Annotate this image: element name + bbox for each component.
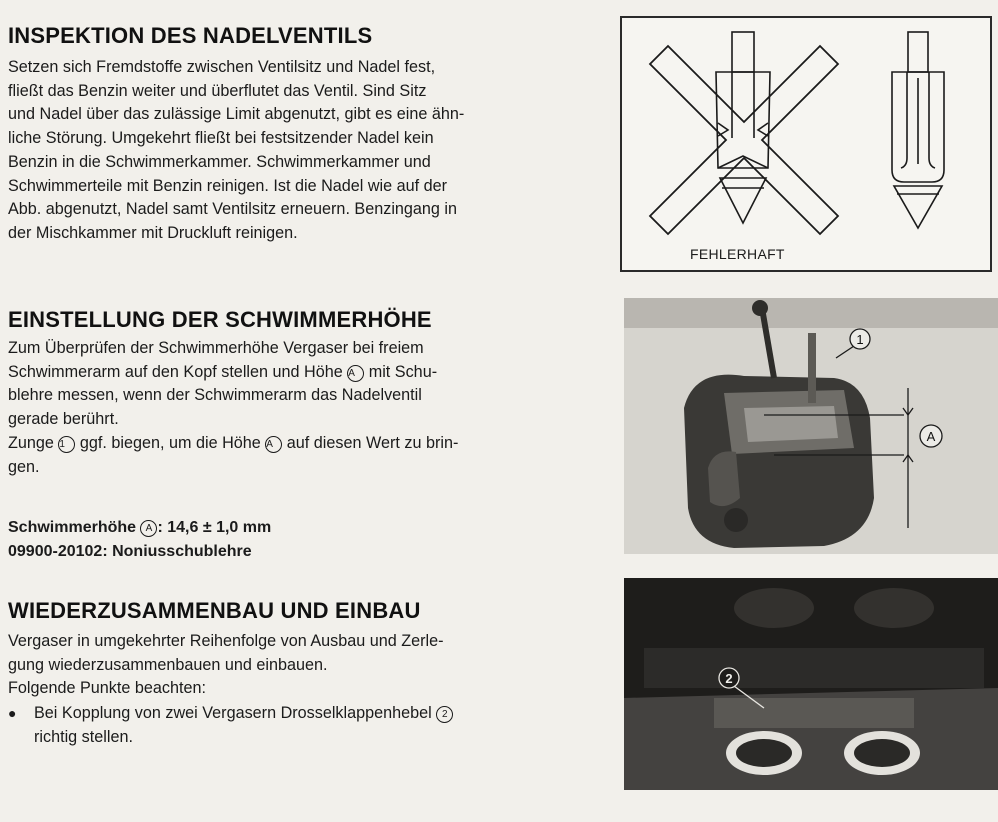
section-title-reassembly: WIEDERZUSAMMENBAU UND EINBAU [8, 598, 421, 623]
spec-label: Schwimmerhöhe [8, 519, 137, 536]
marker-1: 1 [58, 436, 75, 453]
text-fragment: ggf. biegen, um die Höhe [79, 433, 261, 452]
text-line: der Mischkammer mit Druckluft reinigen. [8, 223, 298, 242]
float-height-photo [624, 298, 998, 554]
text-line: gung wiederzusammenbauen und einbauen. [8, 655, 328, 674]
text-fragment: auf diesen Wert zu brin- [286, 433, 459, 452]
figure-caption: FEHLERHAFT [690, 246, 785, 262]
text-line: Schwimmerteile mit Benzin reinigen. Ist die Nadel wie auf der [8, 176, 448, 195]
float-height-spec [8, 516, 271, 540]
section-title-float-height: EINSTELLUNG DER SCHWIMMERHÖHE [8, 307, 432, 332]
spec-block [8, 516, 271, 564]
text-line: Zum Überprüfen der Schwimmerhöhe Vergaser bei freiem [8, 339, 424, 357]
needle-valve-figure [620, 16, 992, 272]
spec-value: : 14,6 ± 1,0 mm [157, 519, 272, 536]
label-1: 1 [856, 332, 864, 347]
label-a: A [926, 429, 936, 444]
worn-needle-drawing [716, 32, 770, 223]
bullet-item [8, 701, 588, 749]
text-fragment: Zunge [8, 433, 54, 452]
section-title-needle-valve: INSPEKTION DES NADELVENTILS [8, 23, 373, 48]
text-line: gerade berührt. [8, 410, 119, 429]
section3-body [8, 630, 588, 749]
good-needle-drawing [892, 32, 944, 228]
text-line: gen. [8, 457, 40, 476]
label-2: 2 [725, 671, 733, 686]
marker-a: A [265, 436, 282, 453]
carburetor-photo-art [624, 578, 998, 790]
text-line: und Nadel über das zulässige Limit abgenutzt, gibt es eine ähn- [8, 105, 465, 124]
text-line [8, 361, 588, 385]
text-line: Vergaser in umgekehrter Reihenfolge von Ausbau und Zerle- [8, 632, 444, 650]
tool-spec: 09900-20102: Noniusschublehre [8, 543, 252, 560]
needle-diagram [622, 18, 990, 270]
marker-a: A [140, 520, 157, 537]
bullet-dot-icon: ● [8, 705, 17, 722]
carburetor-coupling-photo [624, 578, 998, 790]
section2-body [8, 337, 588, 479]
text-fragment: mit Schu- [368, 362, 438, 381]
float-height-photo-art [624, 298, 998, 554]
text-line [8, 432, 588, 456]
cross-out-mark [650, 46, 838, 234]
text-line: Setzen sich Fremdstoffe zwischen Ventilsitz und Nadel fest, [8, 58, 436, 76]
text-line: Benzin in die Schwimmerkammer. Schwimmerkammer und [8, 152, 431, 171]
text-fragment: Bei Kopplung von zwei Vergasern Drosselklappenhebel [34, 704, 432, 723]
section1-body [8, 56, 588, 246]
marker-2: 2 [436, 706, 453, 723]
marker-a: A [347, 365, 364, 382]
bullet-text [34, 701, 453, 749]
text-line: fließt das Benzin weiter und überflutet das Ventil. Sind Sitz [8, 81, 427, 100]
text-line: blehre messen, wenn der Schwimmerarm das Nadelventil [8, 386, 422, 405]
text-fragment: richtig stellen. [34, 728, 133, 747]
text-line: Abb. abgenutzt, Nadel samt Ventilsitz erneuern. Benzingang in [8, 200, 458, 219]
text-fragment: Schwimmerarm auf den Kopf stellen und Höhe [8, 362, 343, 381]
text-line: Folgende Punkte beachten: [8, 679, 206, 698]
text-line: liche Störung. Umgekehrt fließt bei festsitzender Nadel kein [8, 129, 434, 148]
